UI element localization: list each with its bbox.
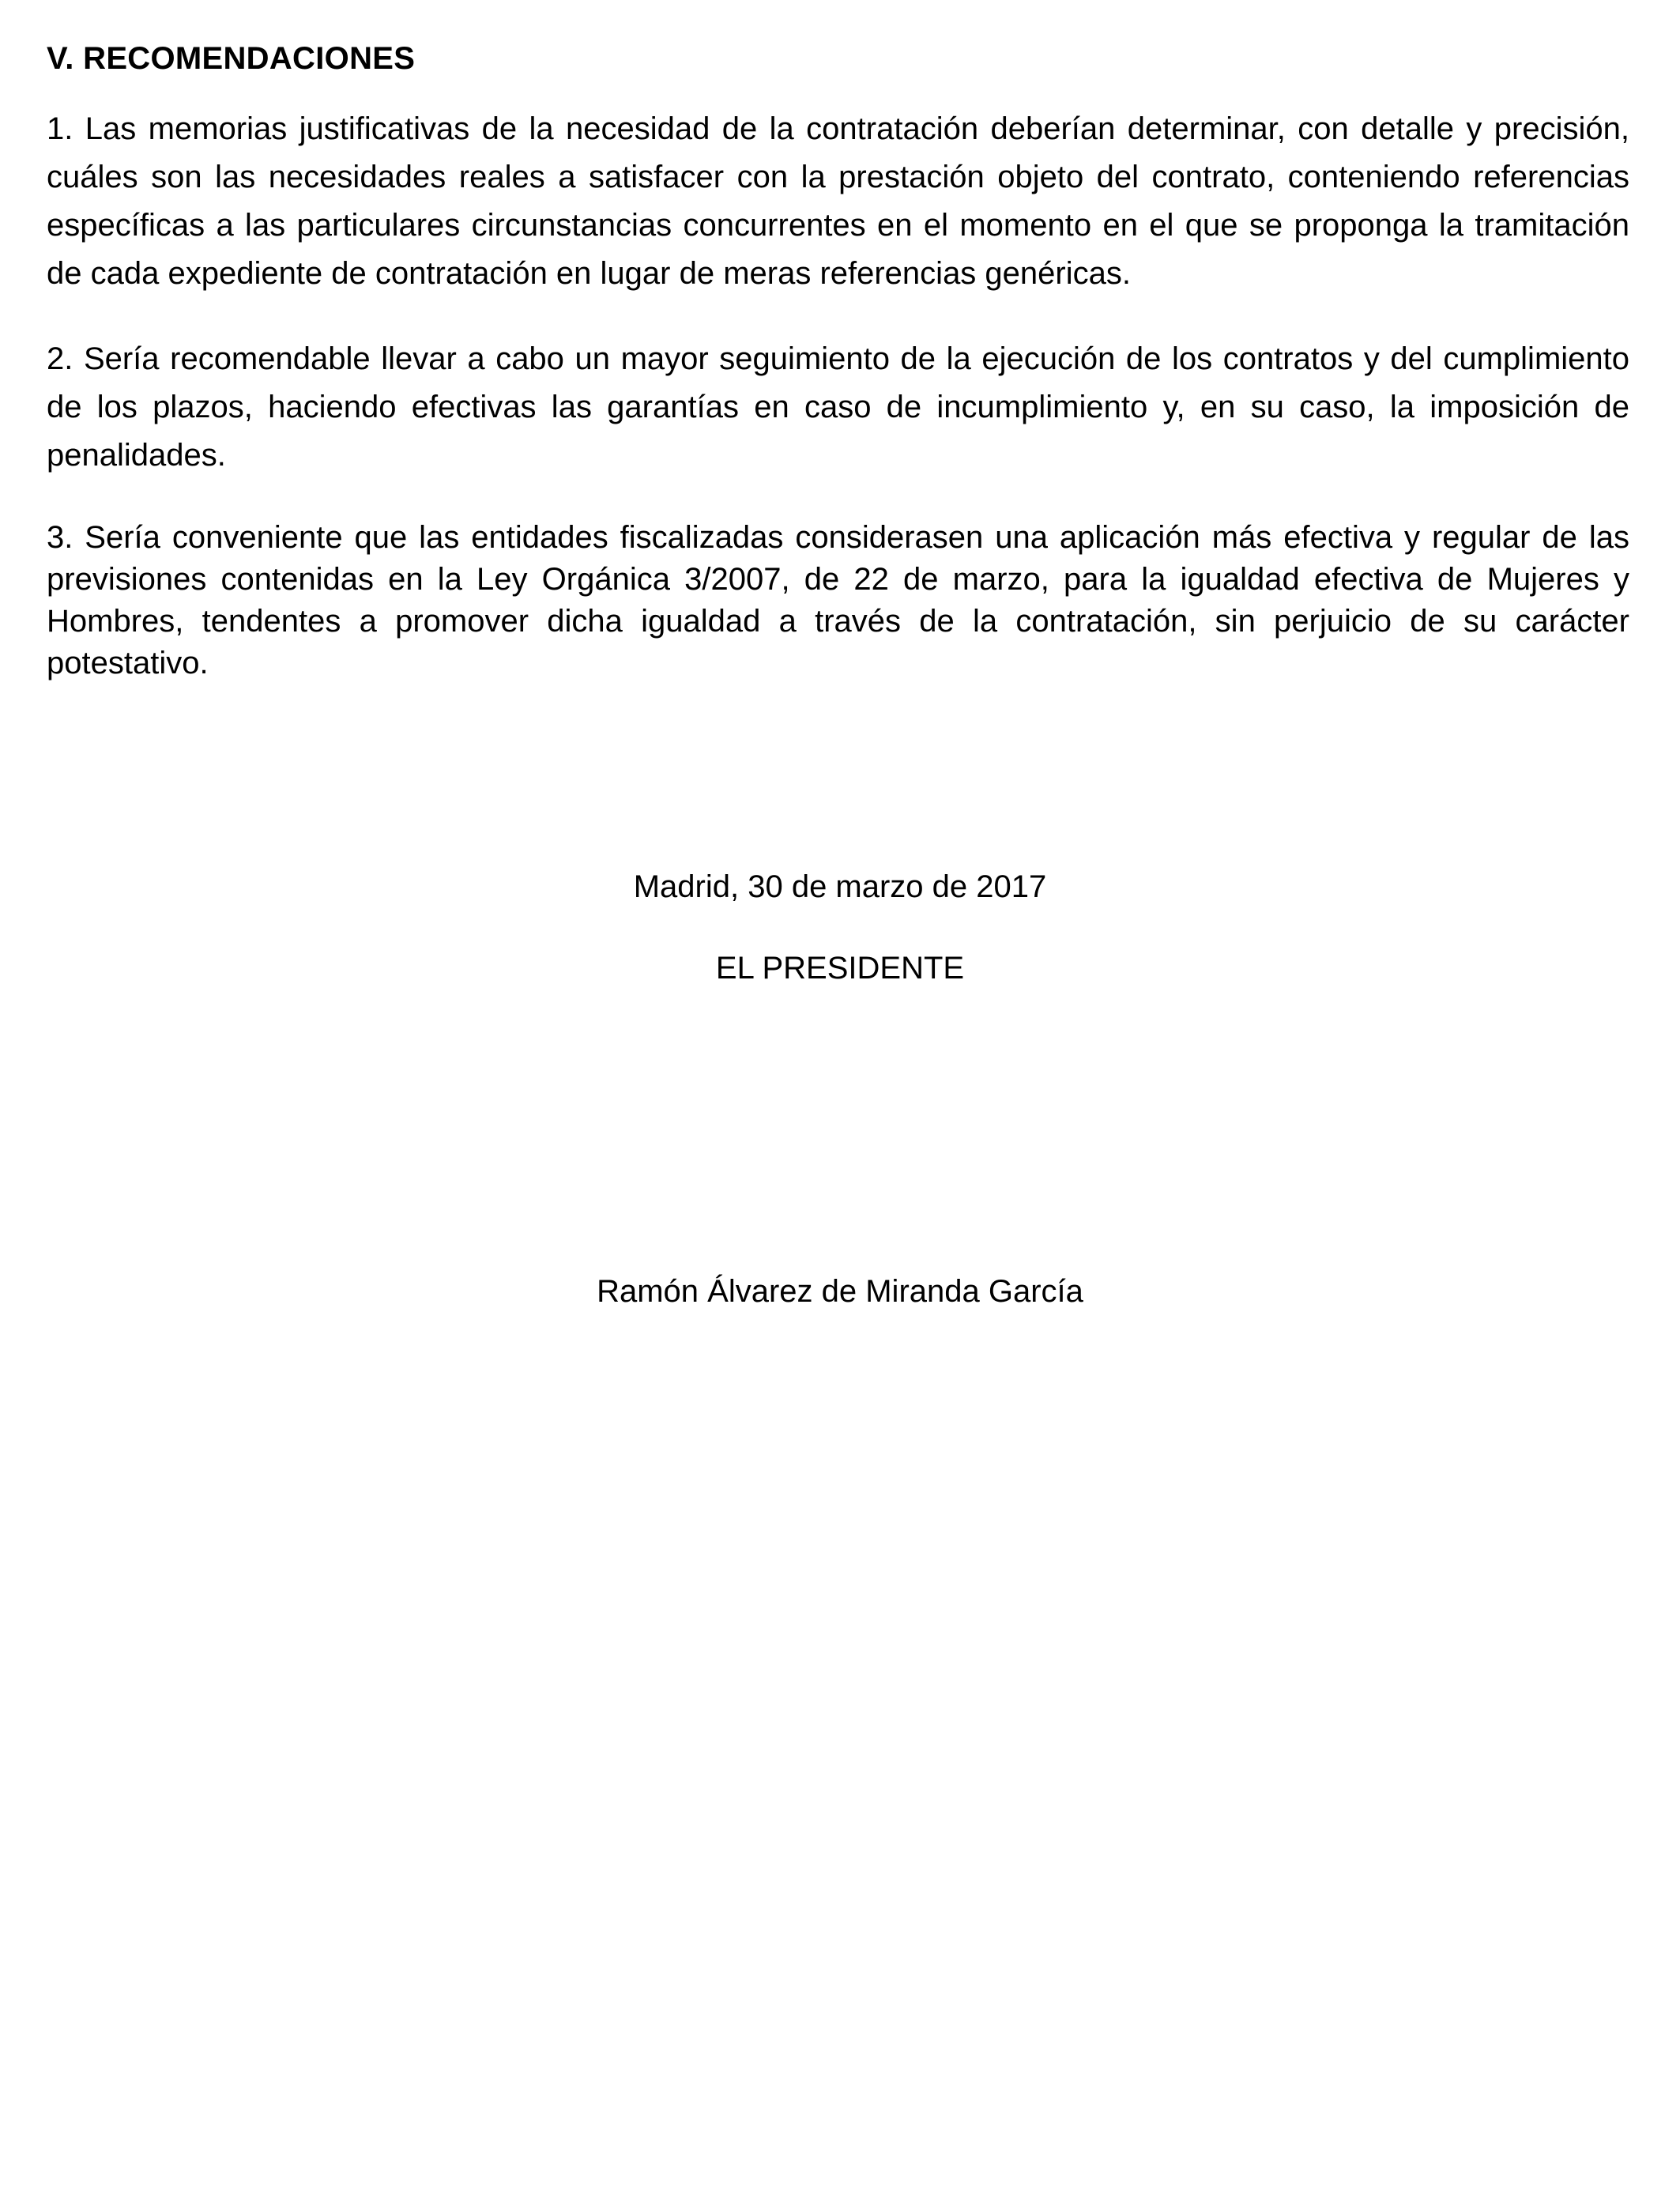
section-title: V. RECOMENDACIONES <box>47 41 416 76</box>
document-body <box>47 36 1629 684</box>
recommendation-3: 3. Sería conveniente que las entidades fiscalizadas considerasen una aplicación más efectiva y regular de las previsiones contenidas en la Ley Orgánica 3/2007, de 22 de marzo, para la igualdad efectiva de Mujeres y Hombres, tendentes a promover dicha igualdad a través de la contratación, sin perjuicio de su carácter potestativo. <box>47 520 1629 680</box>
recommendation-2: 2. Sería recomendable llevar a cabo un mayor seguimiento de la ejecución de los contratos y del cumplimiento de los plazos, haciendo efectivas las garantías en caso de incumplimiento y, en su caso, la imposición de penalidades. <box>47 341 1629 473</box>
signatory-title: EL PRESIDENTE <box>715 951 965 986</box>
recommendation-1: 1. Las memorias justificativas de la necesidad de la contratación deberían determinar, con detalle y precisión, cuáles son las necesidades reales a satisfacer con la prestación objeto del contrato, conteniendo referencias específicas a las particulares circunstancias concurrentes en el momento en el que se proponga la tramitación de cada expediente de contratación en lugar de meras referencias genéricas. <box>47 111 1629 291</box>
place-date: Madrid, 30 de marzo de 2017 <box>633 869 1047 904</box>
signatory-name: Ramón Álvarez de Miranda García <box>597 1274 1083 1309</box>
